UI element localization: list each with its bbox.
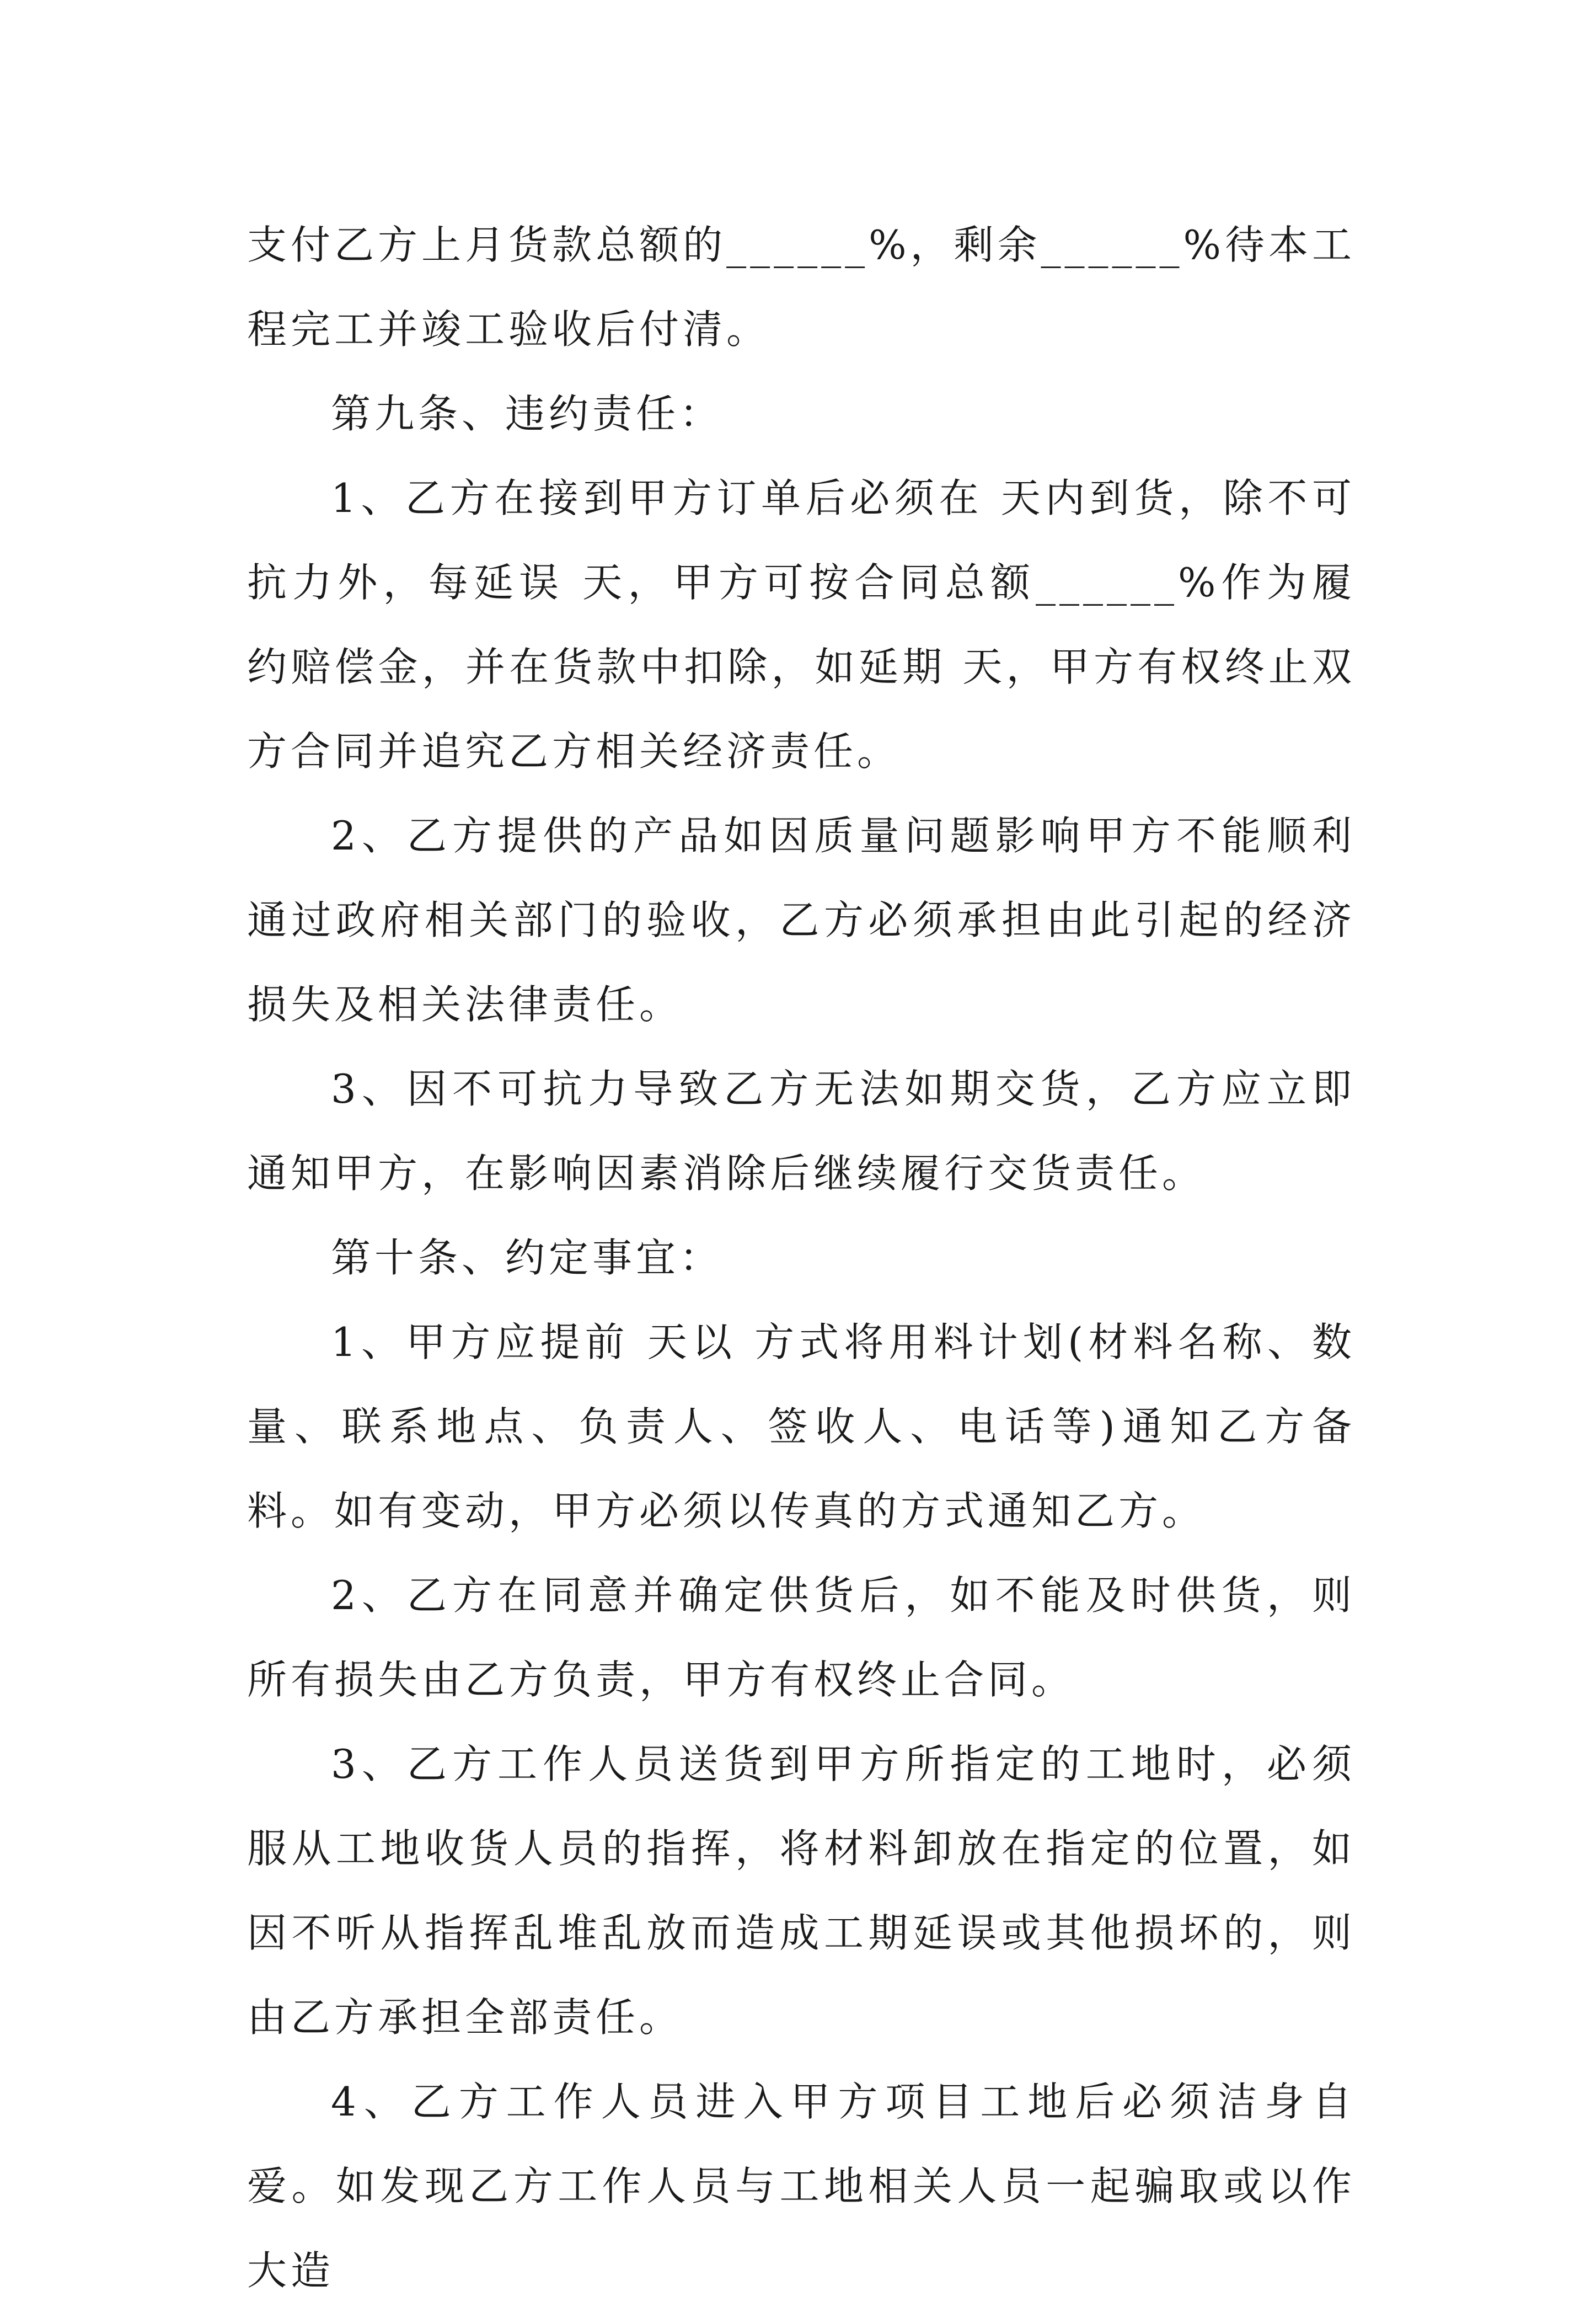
paragraph-article-9-item-3: 3、因不可抗力导致乙方无法如期交货，乙方应立即通知甲方，在影响因素消除后继续履行交货责任。: [247, 1066, 1356, 1196]
paragraph-article-9-item-1: 1、乙方在接到甲方订单后必须在 天内到货，除不可抗力外，每延误 天，甲方可按合同总额______%作为履约赔偿金，并在货款中扣除，如延期 天，甲方有权终止双方合同并追究乙方相关经济责任。: [247, 475, 1356, 774]
heading-article-9: 第九条、违约责任：: [331, 391, 724, 437]
paragraph-article-10-item-2: 2、乙方在同意并确定供货后，如不能及时供货，则所有损失由乙方负责，甲方有权终止合同。: [247, 1572, 1356, 1703]
paragraph-article-9-item-2: 2、乙方提供的产品如因质量问题影响甲方不能顺利通过政府相关部门的验收，乙方必须承担由此引起的经济损失及相关法律责任。: [247, 813, 1356, 1028]
document-body: [247, 203, 1356, 2313]
paragraph-payment-terms: 支付乙方上月货款总额的______%，剩余______%待本工程完工并竣工验收后付清。: [247, 222, 1356, 352]
paragraph-article-10-item-4: 4、乙方工作人员进入甲方项目工地后必须洁身自爱。如发现乙方工作人员与工地相关人员一起骗取或以作大造: [247, 2079, 1356, 2294]
paragraph-article-10-item-3: 3、乙方工作人员送货到甲方所指定的工地时，必须服从工地收货人员的指挥，将材料卸放在指定的位置，如因不听从指挥乱堆乱放而造成工期延误或其他损坏的，则由乙方承担全部责任。: [247, 1741, 1356, 2040]
paragraph-article-10-item-1: 1、甲方应提前 天以 方式将用料计划(材料名称、数量、联系地点、负责人、签收人、电话等)通知乙方备料。如有变动，甲方必须以传真的方式通知乙方。: [247, 1319, 1356, 1534]
heading-article-10: 第十条、约定事宜：: [331, 1235, 724, 1281]
